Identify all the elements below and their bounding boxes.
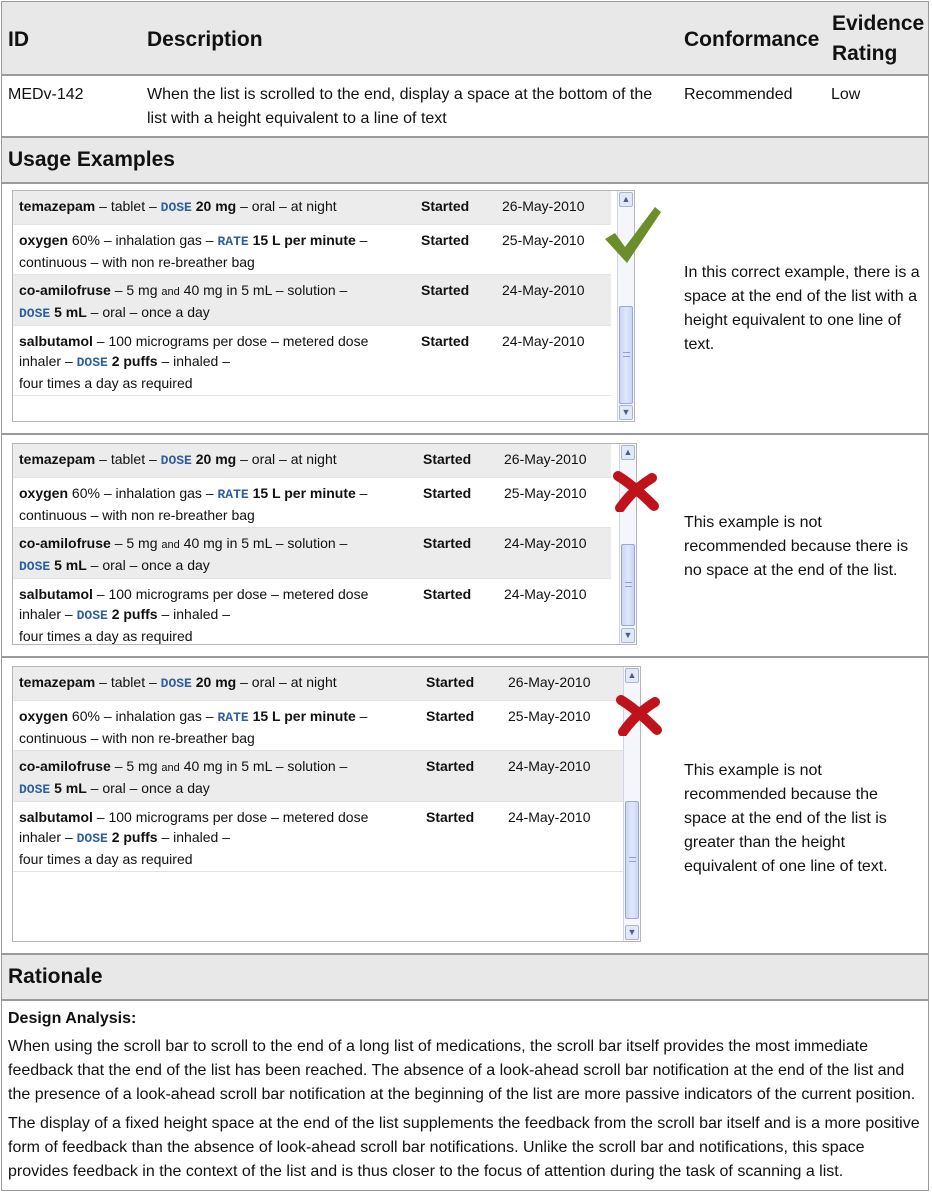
med-status: Started xyxy=(421,282,470,298)
med-description: salbutamol – 100 micrograms per dose – metered dose inhaler – DOSE 2 puffs – inhaled – four times a day as required xyxy=(19,809,369,867)
medication-list-example-2[interactable] xyxy=(12,443,637,645)
list-item[interactable] xyxy=(13,751,623,802)
separator xyxy=(2,656,928,658)
med-status: Started xyxy=(426,758,475,774)
header-id: ID xyxy=(8,28,29,51)
med-description: oxygen 60% – inhalation gas – RATE 15 L per minute – continuous – with non re-breather bag xyxy=(19,485,368,523)
med-date: 26-May-2010 xyxy=(502,198,585,214)
guideline-evidence: Low xyxy=(831,86,861,103)
guideline-conformance: Recommended xyxy=(684,86,793,103)
med-date: 25-May-2010 xyxy=(504,485,587,501)
list-item[interactable] xyxy=(13,191,611,225)
rationale-heading xyxy=(2,955,928,1001)
scroll-thumb[interactable] xyxy=(619,306,633,404)
med-date: 24-May-2010 xyxy=(504,586,587,602)
scroll-up-arrow-icon[interactable]: ▲ xyxy=(621,445,635,460)
med-description: temazepam – tablet – DOSE 20 mg – oral – at night xyxy=(19,198,337,215)
rationale-title: Rationale xyxy=(8,965,103,988)
list-item[interactable] xyxy=(13,667,623,701)
rationale-paragraph-2: The display of a fixed height space at the end of the list supplements the feedback from the scroll bar itself and is a more positive form of feedback than the absence of look-ahead scroll bar notifications. Unlike the scroll bar and notifications, this space provides feedback in the context of the list and is thus closer to the focus of attention during the task of scanning a list. xyxy=(8,1115,920,1180)
med-status: Started xyxy=(423,586,472,602)
separator xyxy=(2,433,928,435)
scroll-thumb[interactable] xyxy=(625,801,639,919)
med-status: Started xyxy=(426,674,475,690)
list-item[interactable] xyxy=(13,225,611,275)
med-description: temazepam – tablet – DOSE 20 mg – oral – at night xyxy=(19,451,337,468)
medication-list-example-3[interactable] xyxy=(12,666,641,942)
list-item[interactable] xyxy=(13,326,611,396)
med-status: Started xyxy=(421,232,470,248)
scroll-down-arrow-icon[interactable]: ▼ xyxy=(619,405,633,420)
med-description: salbutamol – 100 micrograms per dose – metered dose inhaler – DOSE 2 puffs – inhaled – four times a day as required xyxy=(19,333,369,391)
med-status: Started xyxy=(426,809,475,825)
med-date: 26-May-2010 xyxy=(504,451,587,467)
med-status: Started xyxy=(421,333,470,349)
list-item[interactable] xyxy=(13,444,611,478)
scroll-up-arrow-icon[interactable]: ▲ xyxy=(625,668,639,683)
med-description: co-amilofruse – 5 mg and 40 mg in 5 mL – solution – DOSE 5 mL – oral – once a day xyxy=(19,758,348,797)
list-item[interactable] xyxy=(13,802,623,872)
med-description: co-amilofruse – 5 mg and 40 mg in 5 mL – solution – DOSE 5 mL – oral – once a day xyxy=(19,282,348,321)
example-3-note: This example is not recommended because the space at the end of the list is greater than the height equivalent of one line of text. xyxy=(684,762,888,875)
usage-examples-heading xyxy=(2,138,928,184)
guideline-row xyxy=(2,76,928,138)
list-item[interactable] xyxy=(13,701,623,751)
check-mark-icon xyxy=(603,203,663,265)
scroll-down-arrow-icon[interactable]: ▼ xyxy=(625,925,639,940)
med-date: 25-May-2010 xyxy=(508,708,591,724)
header-description: Description xyxy=(147,28,263,51)
scroll-down-arrow-icon[interactable]: ▼ xyxy=(621,628,635,643)
header-evidence-line2: Rating xyxy=(832,42,898,65)
list-item[interactable] xyxy=(13,275,611,326)
list-item[interactable] xyxy=(13,579,611,645)
med-status: Started xyxy=(423,451,472,467)
usage-examples-title: Usage Examples xyxy=(8,148,175,171)
design-analysis-subtitle: Design Analysis: xyxy=(8,1010,137,1027)
med-date: 24-May-2010 xyxy=(508,758,591,774)
guideline-description: When the list is scrolled to the end, display a space at the bottom of the list with a height equivalent to a line of text xyxy=(147,86,653,127)
cross-mark-icon xyxy=(615,694,663,736)
scroll-up-arrow-icon[interactable]: ▲ xyxy=(619,192,633,207)
med-date: 24-May-2010 xyxy=(502,282,585,298)
med-description: salbutamol – 100 micrograms per dose – metered dose inhaler – DOSE 2 puffs – inhaled – four times a day as required xyxy=(19,586,369,644)
med-date: 24-May-2010 xyxy=(504,535,587,551)
med-status: Started xyxy=(423,535,472,551)
cross-mark-icon xyxy=(612,470,660,512)
med-date: 26-May-2010 xyxy=(508,674,591,690)
med-date: 24-May-2010 xyxy=(502,333,585,349)
rationale-paragraph-1: When using the scroll bar to scroll to the end of a long list of medications, the scroll bar itself provides the most immediate feedback that the end of the list has been reached. The absence of a look-ahead scroll bar notification at the end of the list and the presence of a look-ahead scroll bar notification at the beginning of the list are more passive indicators of the current position. xyxy=(8,1038,916,1103)
header-conformance: Conformance xyxy=(684,28,820,51)
med-description: oxygen 60% – inhalation gas – RATE 15 L per minute – continuous – with non re-breather bag xyxy=(19,232,368,270)
med-status: Started xyxy=(421,198,470,214)
list-item[interactable] xyxy=(13,478,611,528)
example-2-note: This example is not recommended because there is no space at the end of the list. xyxy=(684,514,909,579)
med-description: temazepam – tablet – DOSE 20 mg – oral – at night xyxy=(19,674,337,691)
medication-list-example-1[interactable] xyxy=(12,190,635,422)
med-status: Started xyxy=(426,708,475,724)
header-evidence-line1: Evidence xyxy=(832,12,925,35)
example-1-note: In this correct example, there is a space at the end of the list with a height equivalent to one line of text. xyxy=(684,264,920,353)
guideline-id: MEDv-142 xyxy=(8,86,84,103)
list-item[interactable] xyxy=(13,528,611,579)
med-description: co-amilofruse – 5 mg and 40 mg in 5 mL – solution – DOSE 5 mL – oral – once a day xyxy=(19,535,348,574)
table-header xyxy=(2,2,928,76)
med-description: oxygen 60% – inhalation gas – RATE 15 L per minute – continuous – with non re-breather bag xyxy=(19,708,368,746)
med-date: 24-May-2010 xyxy=(508,809,591,825)
med-status: Started xyxy=(423,485,472,501)
med-date: 25-May-2010 xyxy=(502,232,585,248)
scroll-thumb[interactable] xyxy=(621,544,635,626)
